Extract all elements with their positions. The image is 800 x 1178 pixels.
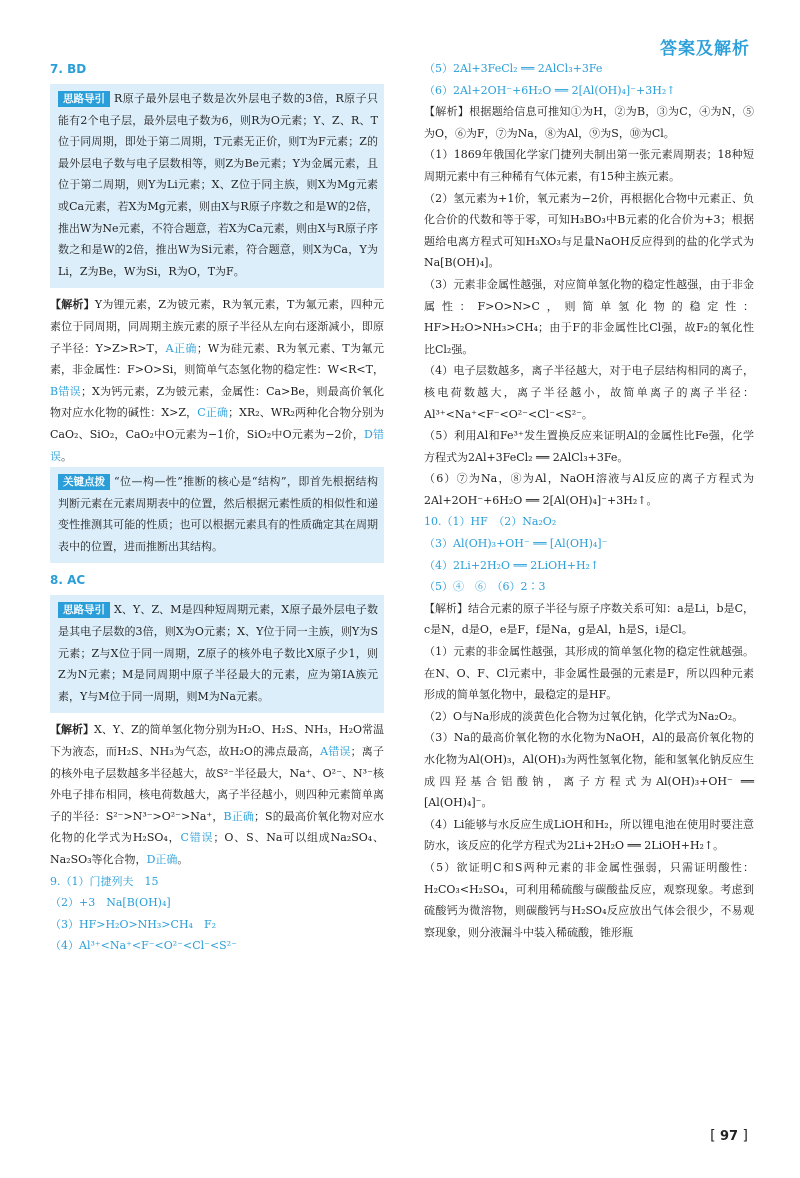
exp-text: 。 [61, 449, 72, 463]
q10-answer-line: 10.（1）HF （2）Na₂O₂ [424, 515, 557, 529]
q10-explanation: （5）欲证明C和S两种元素的非金属性强弱，只需证明酸性：H₂CO₃<H₂SO₄，可利用稀硫酸与碳酸盐反应，观察现象。考虑到硫酸钙为微溶物，则碳酸钙与H₂SO₄反应放出气体会很少，不易观察现象，则分液漏斗中装入稀硫酸，锥形瓶 [424, 860, 754, 939]
exp-text: ；离子的核外电子层数越多半径越大，故S²⁻半径最大，Na⁺、O²⁻、N³⁻核外电子排布相同，核电荷数越大，离子半径越小，则四种元素简单离子的半径：S²⁻>N³⁻>O²⁻>Na⁺， [50, 745, 384, 823]
right-column [424, 58, 754, 943]
option-a-verdict: A错误 [320, 745, 351, 759]
exp-text: ；O、S、Na可以组成Na₂SO₄、Na₂SO₃等化合物， [50, 831, 385, 866]
key-tag: 关键点拨 [58, 474, 110, 490]
q9-explanation: （3）元素非金属性越强，对应简单氢化物的稳定性越强，由于非金属性：F>O>N>C，则简单氢化物的稳定性：HF>H₂O>NH₃>CH₄；由于F的非金属性比Cl强，故F₂的氧化性比Cl₂强。 [424, 277, 754, 356]
q9-answer-line: （5）2Al+3FeCl₂ ══ 2AlCl₃+3Fe [424, 62, 603, 75]
guide-tag: 思路导引 [58, 91, 110, 107]
exp-label: 【解析】 [50, 723, 95, 737]
q7-explanation [50, 294, 384, 467]
option-c-verdict: C错误 [180, 831, 214, 845]
q7-guide-box [50, 84, 384, 288]
q9-answer-line: （6）2Al+2OH⁻+6H₂O ══ 2[Al(OH)₄]⁻+3H₂↑ [424, 83, 676, 97]
exp-text: ；W为硅元素、R为氧元素、T为氟元素，非金属性：F>O>Si，则简单气态氢化物的稳定性：W<R<T， [50, 341, 384, 377]
exp-text: ；X为钙元素，Z为铍元素，金属性：Ca>Be，则最高价氧化物对应水化物的碱性：X>Z， [50, 384, 384, 420]
exp-label: 【解析】 [50, 298, 95, 312]
guide-tag: 思路导引 [58, 602, 110, 618]
q9-explanation: （4）电子层数越多，离子半径越大，对于电子层结构相同的离子，核电荷数越大，离子半径越小，故简单离子的离子半径：Al³⁺<Na⁺<F⁻<O²⁻<Cl⁻<S²⁻。 [424, 364, 754, 421]
q8-explanation [50, 719, 384, 870]
q9-answer-line: 9.（1）门捷列夫 15 [50, 874, 159, 888]
q9-answer-line: （4）Al³⁺<Na⁺<F⁻<O²⁻<Cl⁻<S²⁻ [50, 939, 237, 953]
q10-answer-line: （3）Al(OH)₃+OH⁻ ══ [Al(OH)₄]⁻ [424, 537, 608, 551]
q10-explanation: 【解析】结合元素的原子半径与原子序数关系可知：a是Li，b是C，c是N，d是O，e是F，f是Na，g是Al，h是S，i是Cl。 [424, 601, 754, 637]
left-column [50, 58, 384, 957]
q10-answer-line: （5）④ ⑥ （6）2∶3 [424, 580, 546, 594]
q7-key-text: “位—构—性”推断的核心是“结构”，即首先根据结构判断元素在元素周期表中的位置，然后根据元素性质的相似性和递变性推测其可能的性质；也可以根据元素具有的性质确定其在周期表中的位置，进而推断出其结构。 [58, 475, 378, 553]
q10-explanation: （1）元素的非金属性越强，其形成的简单氢化物的稳定性就越强。在N、O、F、Cl元素中，非金属性最强的元素是F，所以四种元素形成的简单氢化物中，最稳定的是HF。 [424, 645, 754, 702]
q7-answer: 7. BD [50, 62, 87, 76]
exp-text: 。 [177, 853, 189, 866]
option-b-verdict: B正确 [223, 809, 255, 823]
q10-answer-line: （4）2Li+2H₂O ══ 2LiOH+H₂↑ [424, 558, 600, 572]
q8-answer: 8. AC [50, 573, 86, 588]
option-c-verdict: C正确 [197, 406, 229, 420]
exp-text: ；XR₂、WR₂两种化合物分别为CaO₂、SiO₂，CaO₂中O元素为−1价，SiO₂中O元素为−2价， [50, 406, 384, 441]
option-d-verdict: D正确 [146, 853, 178, 866]
q9-answer-line: （2）+3 Na[B(OH)₄] [50, 896, 171, 910]
q9-explanation: （1）1869年俄国化学家门捷列夫制出第一张元素周期表；18种短周期元素中有三种稀有气体元素，有15种主族元素。 [424, 148, 754, 183]
q7-key-box [50, 467, 384, 563]
q9-explanation: （2）氢元素为+1价，氧元素为−2价，再根据化合物中元素正、负化合价的代数和等于零，可知H₃BO₃中B元素的化合价为+3；根据题给电离方程式可知H₃XO₃与足量NaOH反应得到的盐的化学式为Na[B(OH)₄]。 [424, 191, 754, 270]
q10-explanation: （3）Na的最高价氧化物的水化物为NaOH，Al的最高价氧化物的水化物为Al(OH)₃，Al(OH)₃为两性氢氧化物，能和氢氧化钠反应生成四羟基合铝酸钠，离子方程式为Al(OH)₃+OH⁻ ══ [Al(OH)₄]⁻。 [424, 731, 754, 810]
q10-explanation: （2）O与Na形成的淡黄色化合物为过氧化钠，化学式为Na₂O₂。 [424, 709, 744, 723]
exp-text: ；S的最高价氧化物对应水化物的化学式为H₂SO₄， [50, 809, 384, 845]
q9-answer-line: （3）HF>H₂O>NH₃>CH₄ F₂ [50, 917, 216, 931]
section-title: 答案及解析 [660, 39, 750, 59]
option-b-verdict: B错误 [50, 384, 81, 398]
q9-explanation: （5）利用Al和Fe³⁺发生置换反应来证明Al的金属性比Fe强，化学方程式为2Al+3FeCl₂ ══ 2AlCl₃+3Fe。 [424, 429, 754, 464]
q9-explanation: 【解析】根据题给信息可推知①为H，②为B，③为C，④为N，⑤为O，⑥为F，⑦为Na，⑧为Al，⑨为S，⑩为Cl。 [424, 105, 754, 140]
page-number: [ 97 ] [710, 1128, 748, 1144]
q7-guide-text: R原子最外层电子数是次外层电子数的3倍，R原子只能有2个电子层，最外层电子数为6，则R为O元素；Y、Z、R、T位于同周期，即处于第二周期，T元素无正价，则T为F元素；Z的最外层电子数与电子层数相等，则Z为Be元素；Y为金属元素，且位于第二周期，则Y为Li元素；X、Z位于同主族，则X为Mg元素或Ca元素，若X为Mg元素，则由X与R原子序数之和是W的2倍，推出W为Ne元素，不符合题意，若X为Ca元素，则由X与R原子序数之和是W的2倍，推出W为Si元素，符合题意，则X为Ca，Y为Li，Z为Be，W为Si，R为O，T为F。 [58, 92, 378, 278]
q9-explanation: （6）⑦为Na，⑧为Al，NaOH溶液与Al反应的离子方程式为2Al+2OH⁻+6H₂O ══ 2[Al(OH)₄]⁻+3H₂↑。 [424, 472, 754, 507]
exp-text: X、Y、Z的简单氢化物分别为H₂O、H₂S、NH₃，H₂O常温下为液态，而H₂S、NH₃为气态，故H₂O的沸点最高， [50, 723, 384, 759]
option-a-verdict: A正确 [165, 341, 197, 355]
exp-text: Y为锂元素，Z为铍元素，R为氧元素，T为氟元素，四种元素位于同周期，同周期主族元素的原子半径从左向右逐渐减小，即原子半径：Y>Z>R>T， [50, 298, 385, 355]
page-number-value: 97 [719, 1129, 739, 1144]
option-d-verdict: D错误 [50, 427, 384, 463]
q8-guide-text: X、Y、Z、M是四种短周期元素，X原子最外层电子数是其电子层数的3倍，则X为O元素；X、Y位于同一主族，则Y为S元素；Z与X位于同一周期，Z原子的核外电子数比X原子少1，则Z为N元素；M是同周期中原子半径最大的元素，应为第ⅠA族元素，Y与M位于同一周期，则M为Na元素。 [58, 603, 378, 703]
q8-guide-box [50, 595, 384, 713]
q10-explanation: （4）Li能够与水反应生成LiOH和H₂，所以锂电池在使用时要注意防水，该反应的化学方程式为2Li+2H₂O ══ 2LiOH+H₂↑。 [424, 817, 754, 853]
